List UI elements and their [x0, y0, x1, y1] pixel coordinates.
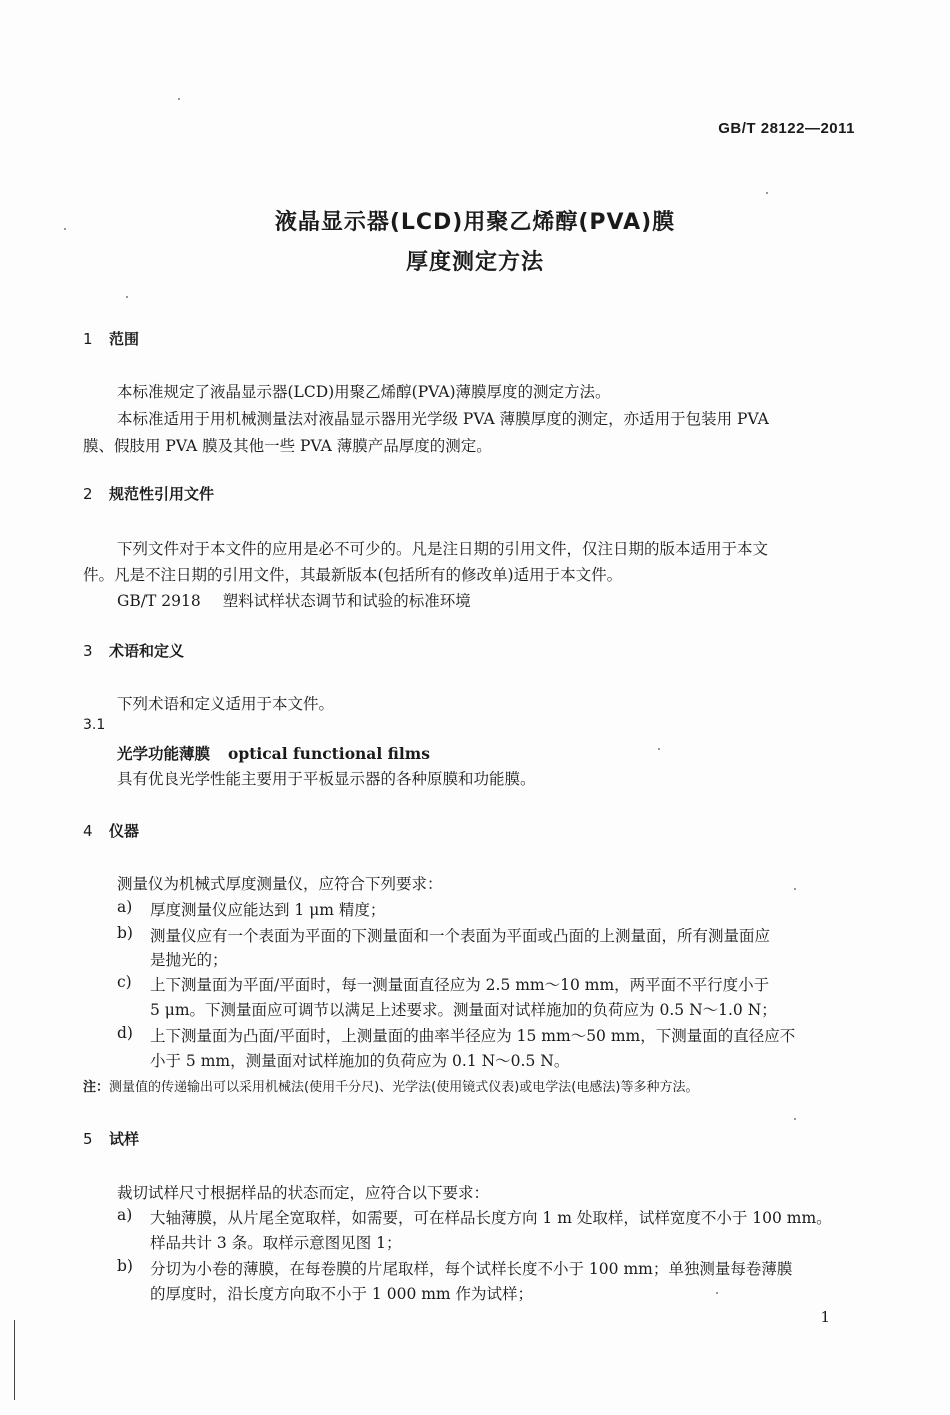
term-chinese: 光学功能薄膜: [117, 745, 211, 763]
list-item-label: d): [117, 1024, 133, 1042]
scan-edge-line: [14, 1320, 15, 1400]
paragraph: 裁切试样尺寸根据样品的状态而定，应符合以下要求：: [117, 1184, 490, 1202]
section-number: 1: [83, 330, 93, 348]
paragraph: 测量仪为机械式厚度测量仪，应符合下列要求：: [117, 875, 443, 893]
section-number: 2: [83, 485, 93, 503]
list-item-text-continuation: 的厚度时，沿长度方向取不小于 1 000 mm 作为试样；: [150, 1285, 534, 1303]
list-item-text: 大轴薄膜，从片尾全宽取样，如需要，可在样品长度方向 1 m 处取样，试样宽度不小于 100 mm。: [150, 1209, 832, 1227]
section-title: 规范性引用文件: [109, 485, 215, 503]
list-item-label: b): [117, 924, 133, 942]
section-3-heading: [83, 640, 184, 661]
paragraph: 本标准适用于用机械测量法对液晶显示器用光学级 PVA 薄膜厚度的测定，亦适用于包装用 PVA: [117, 410, 769, 428]
scan-speck: [766, 192, 768, 194]
standard-number: GB/T 28122—2011: [718, 120, 855, 137]
term-entry: [117, 742, 430, 764]
paragraph: 下列术语和定义适用于本文件。: [117, 695, 335, 713]
scan-speck: [716, 1292, 718, 1294]
list-item-text: 上下测量面为凸面/平面时，上测量面的曲率半径应为 15 mm～50 mm，下测量面的直径应不: [150, 1027, 796, 1045]
term-english: optical functional films: [228, 744, 430, 763]
section-title: 术语和定义: [109, 642, 185, 660]
list-item-label: a): [117, 898, 133, 916]
scan-speck: [658, 748, 660, 750]
term-number: 3.1: [83, 717, 106, 733]
term-definition: 具有优良光学性能主要用于平板显示器的各种原膜和功能膜。: [117, 770, 536, 788]
paragraph-continuation: 膜、假肢用 PVA 膜及其他一些 PVA 薄膜产品厚度的测定。: [83, 437, 492, 455]
list-item-text: 分切为小卷的薄膜，在每卷膜的片尾取样，每个试样长度不小于 100 mm；单独测量每卷薄膜: [150, 1260, 793, 1278]
note-label: 注：: [83, 1080, 110, 1095]
list-item-text-continuation: 样品共计 3 条。取样示意图见图 1；: [150, 1234, 402, 1252]
section-title: 仪器: [109, 822, 140, 840]
scan-speck: [794, 1118, 796, 1120]
note-text: 测量值的传递输出可以采用机械法(使用千分尺)、光学法(使用镜式仪表)或电学法(电感法)等多种方法。: [109, 1080, 699, 1095]
title-line-2: 厚度测定方法: [405, 250, 544, 275]
scan-speck: [126, 296, 128, 298]
list-item-label: c): [117, 973, 132, 991]
paragraph: 本标准规定了液晶显示器(LCD)用聚乙烯醇(PVA)薄膜厚度的测定方法。: [117, 383, 611, 401]
scan-speck: [64, 228, 66, 230]
section-number: 4: [83, 822, 93, 840]
list-item-text-continuation: 小于 5 mm，测量面对试样施加的负荷应为 0.1 N～0.5 N。: [150, 1052, 570, 1070]
list-item-text: 厚度测量仪应能达到 1 μm 精度；: [150, 901, 386, 919]
title-line-1: 液晶显示器(LCD)用聚乙烯醇(PVA)膜: [274, 210, 676, 235]
list-item-text-continuation: 5 μm。下测量面应可调节以满足上述要求。测量面对试样施加的负荷应为 0.5 N～1.0 N；: [150, 1001, 777, 1019]
reference-code: GB/T 2918: [117, 592, 201, 610]
section-1-heading: [83, 328, 139, 349]
scan-speck: [178, 98, 180, 100]
reference-title: 塑料试样状态调节和试验的标准环境: [222, 592, 471, 610]
paragraph: 下列文件对于本文件的应用是必不可少的。凡是注日期的引用文件，仅注日期的版本适用于本文: [117, 540, 769, 558]
list-item-text: 测量仪应有一个表面为平面的下测量面和一个表面为平面或凸面的上测量面，所有测量面应: [150, 927, 771, 945]
list-item-text-continuation: 是抛光的；: [150, 951, 228, 969]
paragraph-continuation: 件。凡是不注日期的引用文件，其最新版本(包括所有的修改单)适用于本文件。: [83, 566, 623, 584]
section-number: 3: [83, 642, 93, 660]
list-item-label: a): [117, 1206, 133, 1224]
list-item-text: 上下测量面为平面/平面时，每一测量面直径应为 2.5 mm～10 mm，两平面不平行度小于: [150, 976, 770, 994]
note: [83, 1076, 698, 1095]
page-number: 1: [820, 1308, 830, 1326]
normative-reference: [117, 589, 471, 611]
scan-speck: [794, 888, 796, 890]
section-2-heading: [83, 483, 214, 504]
section-5-heading: [83, 1128, 139, 1149]
section-title: 试样: [109, 1130, 140, 1148]
list-item-label: b): [117, 1257, 133, 1275]
section-4-heading: [83, 820, 139, 841]
section-title: 范围: [109, 330, 140, 348]
section-number: 5: [83, 1130, 93, 1148]
